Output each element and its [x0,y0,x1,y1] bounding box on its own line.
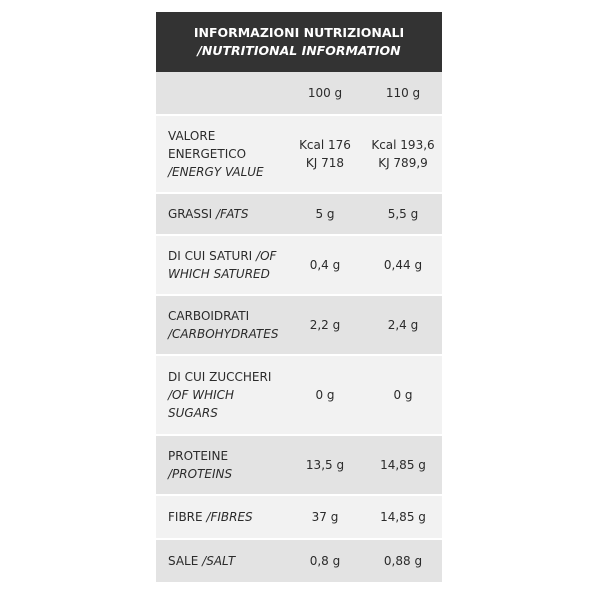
value-110g: 0,88 g [383,554,423,568]
value-100g: 5 g [315,207,335,221]
label-en: /OF WHICH SUGARS [168,388,235,420]
row-label [156,127,286,181]
value-100g: 0 g [315,388,335,402]
label-en: /ENERGY VALUE [168,165,264,179]
value-100g [286,136,364,172]
value-110g: 0 g [393,388,413,402]
row-fibres [156,496,442,540]
value-100g: 0,8 g [309,554,341,568]
row-proteins [156,436,442,496]
label-en: /FIBRES [206,510,253,524]
row-label [156,247,286,283]
value-110g: 5,5 g [387,207,419,221]
label-en: /PROTEINS [168,467,233,481]
label-it: GRASSI [168,207,213,221]
label-it: PROTEINE [168,449,229,463]
column-header-110g: 110 g [385,86,421,100]
value-kj: KJ 789,9 [378,156,428,170]
label-en: /FATS [215,207,249,221]
value-110g: 14,85 g [380,510,426,524]
column-header-100g: 100 g [307,86,343,100]
row-label [156,307,286,343]
value-100g: 13,5 g [305,458,345,472]
value-100g: 2,2 g [309,318,341,332]
label-it: FIBRE [168,510,203,524]
label-en: /OF WHICH SATURED [168,249,277,281]
header-title-it: INFORMAZIONI NUTRIZIONALI [193,25,405,40]
row-saturated [156,236,442,296]
row-sugars [156,356,442,436]
header-title-en: /NUTRITIONAL INFORMATION [197,43,401,58]
label-en: /SALT [202,554,236,568]
label-it: VALORE ENERGETICO [168,129,247,161]
row-label [156,552,286,570]
value-100g: 0,4 g [309,258,341,272]
row-salt [156,540,442,582]
label-it: SALE [168,554,199,568]
value-kj: KJ 718 [305,156,345,170]
value-kcal: Kcal 193,6 [371,138,435,152]
column-header-row [156,72,442,116]
label-it: CARBOIDRATI [168,309,250,323]
row-carbohydrates [156,296,442,356]
label-it: DI CUI SATURI [168,249,253,263]
table-header [156,12,442,72]
label-en: /CARBOHYDRATES [168,327,279,341]
value-110g: 0,44 g [383,258,423,272]
label-it: DI CUI ZUCCHERI [168,370,272,384]
value-110g: 14,85 g [380,458,426,472]
row-energy [156,116,442,194]
row-label [156,205,286,223]
value-kcal: Kcal 176 [299,138,351,152]
value-110g [364,136,442,172]
row-fats [156,194,442,236]
value-100g: 37 g [311,510,339,524]
row-label [156,508,286,526]
nutrition-table [156,12,442,582]
row-label [156,447,286,483]
row-label [156,368,286,422]
value-110g: 2,4 g [387,318,419,332]
